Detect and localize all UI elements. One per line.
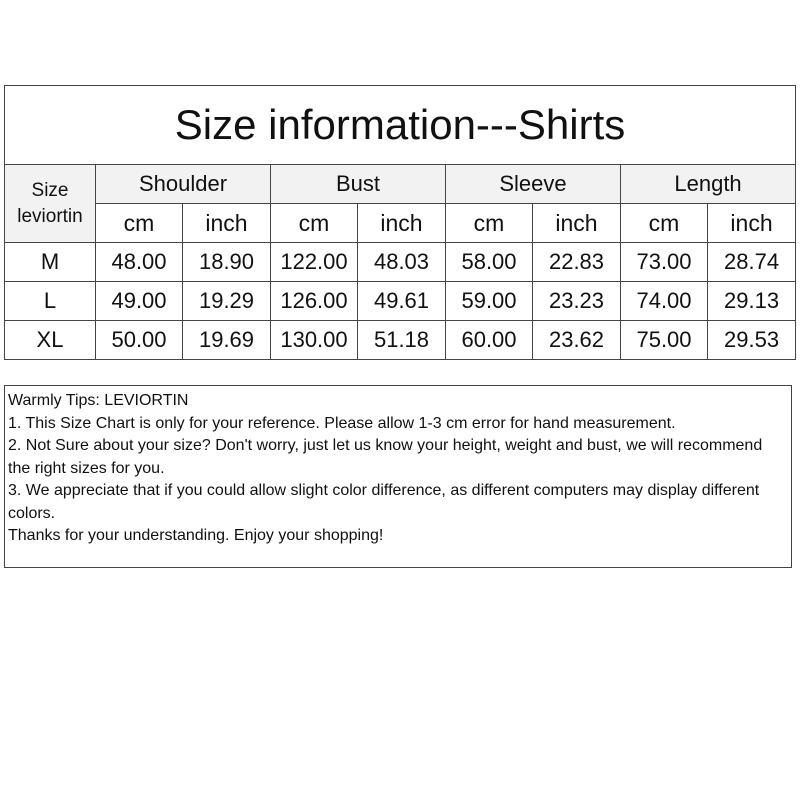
group-header-bust: Bust (271, 165, 446, 204)
size-header-line-2: leviortin (17, 205, 83, 227)
table-cell: 60.00 (446, 321, 533, 360)
table-cell: 73.00 (621, 243, 708, 282)
table-cell: 122.00 (271, 243, 358, 282)
table-cell: 48.03 (358, 243, 446, 282)
unit-header: cm (271, 204, 358, 243)
tips-heading: Warmly Tips: LEVIORTIN (8, 392, 189, 409)
table-cell: 18.90 (183, 243, 271, 282)
table-cell: 28.74 (708, 243, 796, 282)
table-cell: 51.18 (358, 321, 446, 360)
table-cell: 75.00 (621, 321, 708, 360)
unit-header: inch (708, 204, 796, 243)
table-cell: 74.00 (621, 282, 708, 321)
unit-header: cm (446, 204, 533, 243)
tip-item: 1. This Size Chart is only for your reference. Please allow 1-3 cm error for hand measurement. (8, 414, 676, 432)
unit-header: cm (96, 204, 183, 243)
table-cell: 58.00 (446, 243, 533, 282)
size-label: M (5, 243, 96, 282)
table-row (5, 321, 796, 360)
table-cell: 49.00 (96, 282, 183, 321)
size-chart-table (4, 85, 796, 360)
table-cell: 19.29 (183, 282, 271, 321)
size-label: L (5, 282, 96, 321)
unit-header: inch (183, 204, 271, 243)
group-header-shoulder: Shoulder (96, 165, 271, 204)
size-header-line-1: Size (31, 179, 69, 201)
page-title: Size information---Shirts (5, 86, 796, 165)
table-cell: 130.00 (271, 321, 358, 360)
unit-header: inch (533, 204, 621, 243)
table-cell: 29.13 (708, 282, 796, 321)
table-cell: 22.83 (533, 243, 621, 282)
table-cell: 23.23 (533, 282, 621, 321)
tip-item: 2. Not Sure about your size? Don't worry, just let us know your height, weight and bust, we will recommend the right sizes for you. (8, 437, 763, 477)
size-column-header (5, 165, 96, 243)
tips-closing: Thanks for your understanding. Enjoy your shopping! (8, 527, 384, 544)
tip-item: 3. We appreciate that if you could allow slight color difference, as different computers may display different colors. (8, 482, 760, 522)
size-label: XL (5, 321, 96, 360)
group-header-length: Length (621, 165, 796, 204)
unit-header: inch (358, 204, 446, 243)
table-row (5, 243, 796, 282)
group-header-sleeve: Sleeve (446, 165, 621, 204)
table-cell: 23.62 (533, 321, 621, 360)
table-cell: 59.00 (446, 282, 533, 321)
table-cell: 19.69 (183, 321, 271, 360)
table-cell: 126.00 (271, 282, 358, 321)
table-cell: 29.53 (708, 321, 796, 360)
table-cell: 50.00 (96, 321, 183, 360)
table-row (5, 282, 796, 321)
tips-box (4, 385, 792, 568)
unit-header: cm (621, 204, 708, 243)
table-cell: 49.61 (358, 282, 446, 321)
table-cell: 48.00 (96, 243, 183, 282)
